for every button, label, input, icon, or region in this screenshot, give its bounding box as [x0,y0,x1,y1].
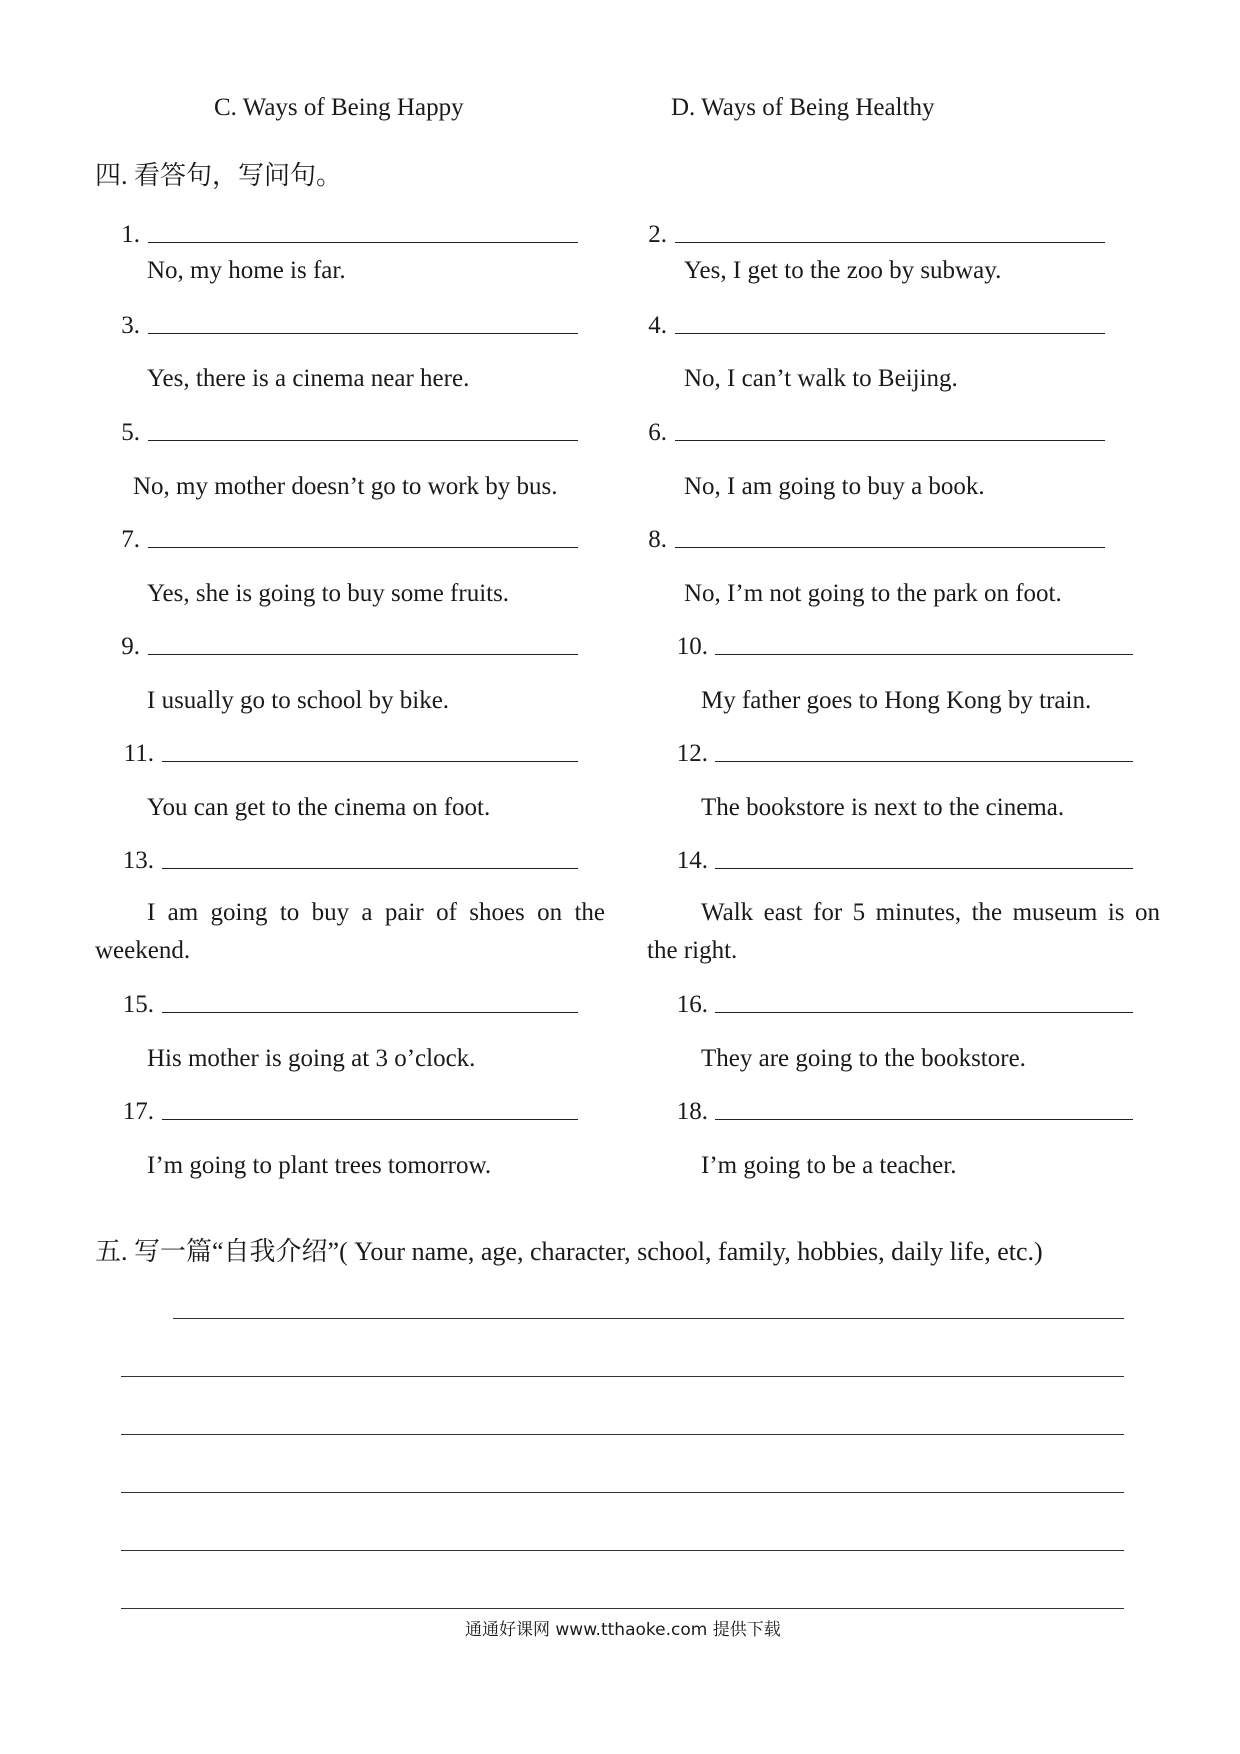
writing-line[interactable] [121,1608,1124,1609]
question-number: 17. [122,1098,154,1125]
question-number: 11. [123,740,154,767]
answer-text: My father goes to Hong Kong by train. [701,687,1092,714]
writing-line[interactable] [121,1376,1124,1377]
question-number: 9. [121,633,140,660]
answer-text: Walk east for 5 minutes, the museum is on the right. [647,899,1160,964]
answer-text: His mother is going at 3 o’clock. [147,1045,476,1072]
question-blank[interactable] [715,654,1133,655]
question-blank[interactable] [675,333,1105,334]
question-blank[interactable] [148,654,578,655]
answer-text: They are going to the bookstore. [701,1045,1026,1072]
answer-text: I’m going to be a teacher. [701,1152,957,1179]
question-blank[interactable] [148,242,578,243]
question-number: 14. [676,847,708,874]
question-blank[interactable] [675,242,1105,243]
answer-text: Yes, I get to the zoo by subway. [684,257,1002,284]
writing-line[interactable] [173,1318,1124,1319]
section-5-title: 五. 写一篇“自我介绍”( Your name, age, character, school, family, hobbies, daily life, etc.) [95,1237,1043,1266]
question-blank[interactable] [715,761,1133,762]
question-blank[interactable] [148,440,578,441]
question-number: 12. [676,740,708,767]
question-blank[interactable] [715,1119,1133,1120]
answer-text: No, my home is far. [147,257,346,284]
writing-line[interactable] [121,1550,1124,1551]
answer-text: No, I can’t walk to Beijing. [684,365,958,392]
question-blank[interactable] [675,547,1105,548]
answer-text: No, I am going to buy a book. [684,473,985,500]
question-blank[interactable] [162,1119,578,1120]
answer-text: You can get to the cinema on foot. [147,794,491,821]
question-number: 2. [648,221,667,248]
question-blank[interactable] [148,333,578,334]
question-blank[interactable] [675,440,1105,441]
answer-text: I’m going to plant trees tomorrow. [147,1152,492,1179]
question-number: 16. [676,991,708,1018]
question-number: 13. [122,847,154,874]
question-number: 3. [121,312,140,339]
question-blank[interactable] [162,868,578,869]
answer-text: No, I’m not going to the park on foot. [684,580,1062,607]
question-number: 7. [121,526,140,553]
question-blank[interactable] [148,547,578,548]
question-number: 5. [121,419,140,446]
section-4-title: 四. 看答句，写问句。 [95,161,343,190]
answer-text: I usually go to school by bike. [147,687,450,714]
question-number: 1. [121,221,140,248]
question-number: 15. [122,991,154,1018]
answer-text: I am going to buy a pair of shoes on the weekend. [95,899,605,964]
answer-text: No, my mother doesn’t go to work by bus. [133,473,558,500]
answer-text: Yes, she is going to buy some fruits. [147,580,510,607]
question-number: 18. [676,1098,708,1125]
question-number: 6. [648,419,667,446]
question-blank[interactable] [162,1012,578,1013]
question-number: 10. [676,633,708,660]
question-blank[interactable] [715,868,1133,869]
writing-line[interactable] [121,1434,1124,1435]
question-blank[interactable] [162,761,578,762]
answer-text: The bookstore is next to the cinema. [701,794,1065,821]
option-d: D. Ways of Being Healthy [671,94,935,121]
question-number: 8. [648,526,667,553]
option-c: C. Ways of Being Happy [214,94,464,121]
writing-line[interactable] [121,1492,1124,1493]
answer-text: Yes, there is a cinema near here. [147,365,470,392]
footer-source: 通通好课网 www.tthaoke.com 提供下载 [465,1620,781,1640]
question-number: 4. [648,312,667,339]
question-blank[interactable] [715,1012,1133,1013]
